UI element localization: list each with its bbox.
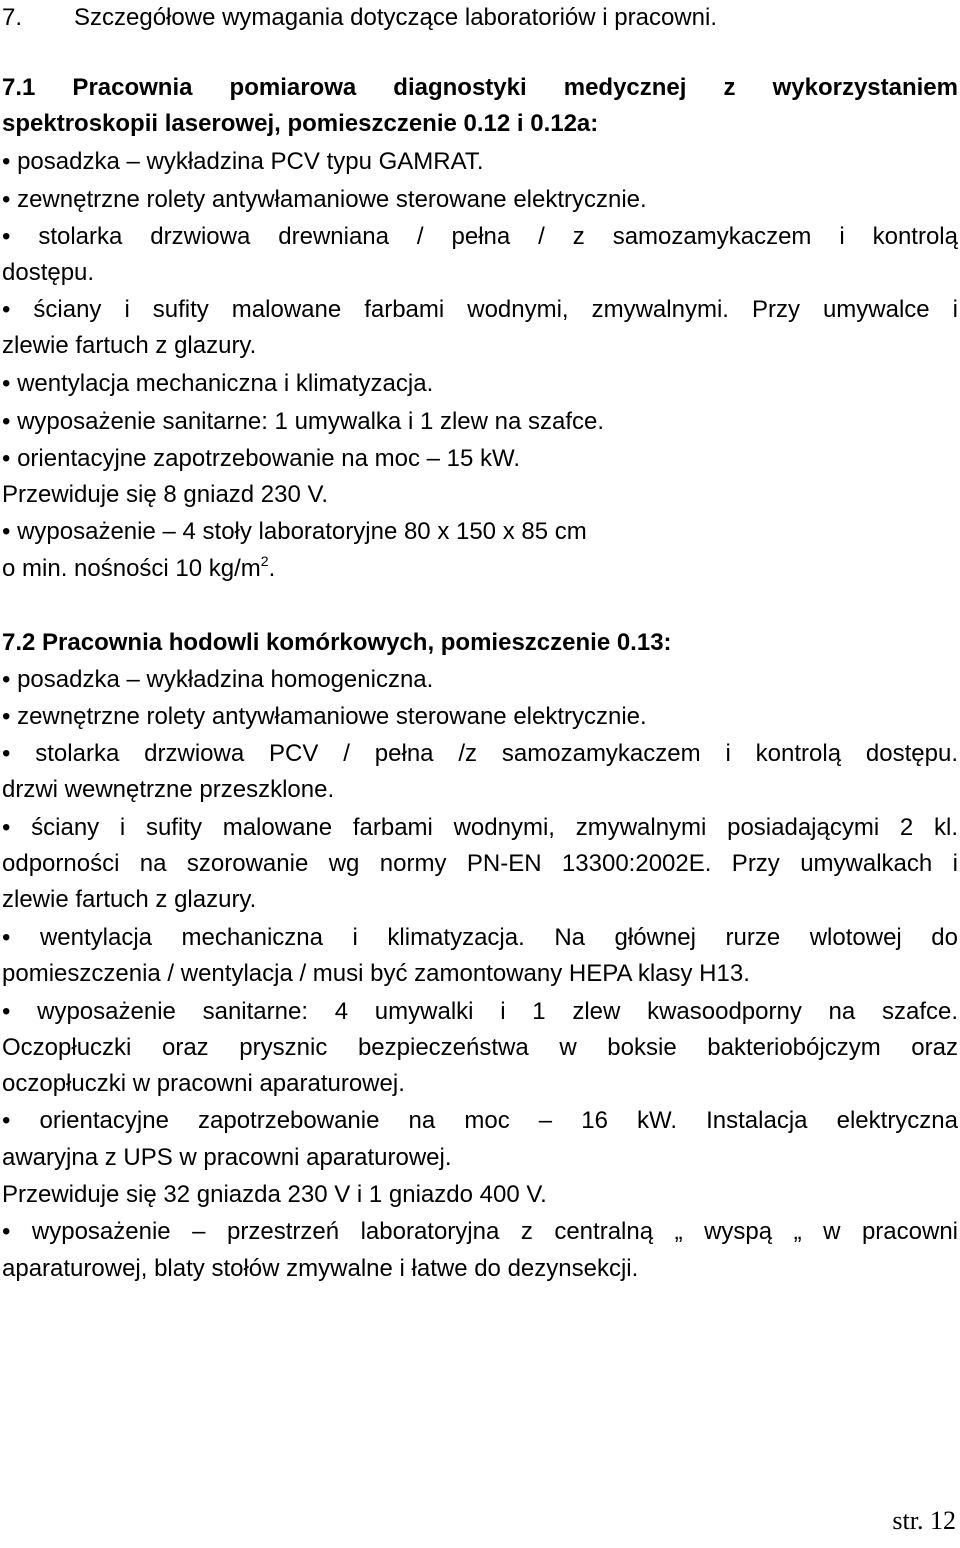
s72-line-16: • wyposażenie – przestrzeń laboratoryjna z centralną „ wyspą „ w pracowni xyxy=(2,1218,958,1245)
s72-line-3: • stolarka drzwiowa PCV / pełna /z samozamykaczem i kontrolą dostępu. xyxy=(2,740,958,767)
s71-line-11: • wyposażenie – 4 stoły laboratoryjne 80 x 150 x 85 cm xyxy=(2,518,587,545)
section-7-1-heading-line-2: spektroskopii laserowej, pomieszczenie 0.12 i 0.12a: xyxy=(2,110,599,137)
s71-line-9: • orientacyjne zapotrzebowanie na moc – 15 kW. xyxy=(2,445,521,472)
s71-line-1: • posadzka – wykładzina PCV typu GAMRAT. xyxy=(2,148,484,175)
s71-line-12-text: o min. nośności 10 kg/m xyxy=(2,555,261,582)
s72-line-15: Przewiduje się 32 gniazda 230 V i 1 gniazdo 400 V. xyxy=(2,1181,547,1208)
s72-line-2: • zewnętrzne rolety antywłamaniowe sterowane elektrycznie. xyxy=(2,703,647,730)
s72-line-10: • wyposażenie sanitarne: 4 umywalki i 1 zlew kwasoodporny na szafce. xyxy=(2,998,958,1025)
s71-line-2: • zewnętrzne rolety antywłamaniowe sterowane elektrycznie. xyxy=(2,186,647,213)
s72-line-9: pomieszczenia / wentylacja / musi być zamontowany HEPA klasy H13. xyxy=(2,960,750,987)
s71-line-8: • wyposażenie sanitarne: 1 umywalka i 1 zlew na szafce. xyxy=(2,408,605,435)
s72-line-8: • wentylacja mechaniczna i klimatyzacja. Na głównej rurze wlotowej do xyxy=(2,924,958,951)
section-7-title-text: Szczegółowe wymagania dotyczące laboratoriów i pracowni. xyxy=(74,4,717,31)
s71-line-5: • ściany i sufity malowane farbami wodnymi, zmywalnymi. Przy umywalce i xyxy=(2,296,958,323)
section-7-title xyxy=(2,0,717,36)
s72-line-1: • posadzka – wykładzina homogeniczna. xyxy=(2,666,434,693)
s71-line-4: dostępu. xyxy=(2,259,95,286)
s72-line-12: oczopłuczki w pracowni aparaturowej. xyxy=(2,1070,405,1097)
section-7-1-heading-line-1: 7.1 Pracownia pomiarowa diagnostyki medycznej z wykorzystaniem xyxy=(2,74,958,101)
s72-line-17: aparaturowej, blaty stołów zmywalne i łatwe do dezynsekcji. xyxy=(2,1255,639,1282)
s72-line-7: zlewie fartuch z glazury. xyxy=(2,886,257,913)
s71-line-10: Przewiduje się 8 gniazd 230 V. xyxy=(2,481,328,508)
s72-line-4: drzwi wewnętrzne przeszklone. xyxy=(2,776,335,803)
s72-line-11: Oczopłuczki oraz prysznic bezpieczeństwa w boksie bakteriobójczym oraz xyxy=(2,1034,958,1061)
s71-line-6: zlewie fartuch z glazury. xyxy=(2,332,257,359)
s72-line-5: • ściany i sufity malowane farbami wodnymi, zmywalnymi posiadającymi 2 kl. xyxy=(2,814,958,841)
section-7-number: 7. xyxy=(2,4,23,31)
s71-line-3: • stolarka drzwiowa drewniana / pełna / z samozamykaczem i kontrolą xyxy=(2,223,958,250)
s71-line-12-end: . xyxy=(268,555,276,582)
s72-line-13: • orientacyjne zapotrzebowanie na moc – 16 kW. Instalacja elektryczna xyxy=(2,1107,958,1134)
s71-line-7: • wentylacja mechaniczna i klimatyzacja. xyxy=(2,370,434,397)
s71-line-12 xyxy=(2,551,275,587)
section-7-2-heading: 7.2 Pracownia hodowli komórkowych, pomieszczenie 0.13: xyxy=(2,629,672,656)
superscript-2: 2 xyxy=(260,553,269,569)
page-number: str. 12 xyxy=(892,1506,956,1535)
s72-line-6: odporności na szorowanie wg normy PN-EN 13300:2002E. Przy umywalkach i xyxy=(2,850,958,877)
s72-line-14: awaryjna z UPS w pracowni aparaturowej. xyxy=(2,1144,452,1171)
